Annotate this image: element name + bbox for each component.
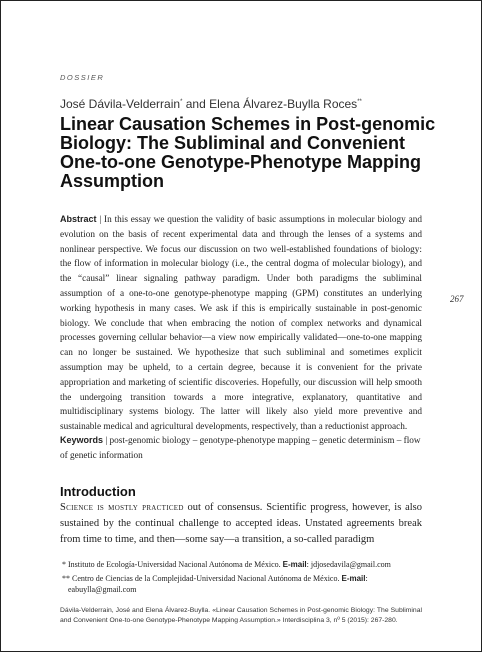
article-title: Linear Causation Schemes in Post-genomic Biology: The Subliminal and Convenient One-to-one Genotype-Phenotype Mapping Assumption <box>60 114 436 191</box>
keywords-text: post-genomic biology – genotype-phenotype mapping – genetic determinism – flow of genetic information <box>60 436 421 461</box>
footnote <box>60 559 422 570</box>
email-label: E-mail <box>341 574 366 583</box>
abstract-text: In this essay we question the validity of basic assumptions in molecular biology and evolution on the basis of recent experimental data and through the lenses of a systems and nonlinear perspective. We focus our discussion on two well-established foundations of biology: the flow of information in molecular biology (i.e., the central dogma of molecular biology), and the “causal” linear signaling pathway paradigm. Under both paradigms the subliminal assumption of a one-to-one genotype-phenotype mapping (GPM) constitutes an underlying working hypothesis in many cases. We ask if this is empirically sustainable in post-genomic biology. We conclude that when embracing the notion of complex networks and dynamical processes governing cellular behavior—a view now empirically validated—one-to-one mapping can no longer be sustained. We hypothesize that such subliminal and sometimes explicit assumption may be upheld, to a certain degree, because it is convenient for the private appropriation and marketing of scientific discoveries. Hopefully, our discussion will help smooth the undergoing transition towards a more integrative, explanatory, quantitative and multidisciplinary systems biology. The latter will likely also yield more preventive and sustainable medical and agricultural developments, respectively, than a reductionist approach. <box>60 215 422 433</box>
citation-line: Dávila-Velderrain, José and Elena Álvarez-Buylla. «Linear Causation Schemes in Post-genomic Biology: The Subliminal and Convenient One-to-one Genotype-Phenotype Mapping Assumption.» Interdisciplina 3, nº 5 (2015): 267-280. <box>60 607 422 624</box>
abstract-separator: | <box>96 215 105 225</box>
footnote-text: Instituto de Ecología-Universidad Nacional Autónoma de México. <box>66 560 283 569</box>
footnote-mark: ** <box>62 574 70 583</box>
keywords-separator: | <box>103 436 110 446</box>
keywords-label: Keywords <box>60 435 104 445</box>
abstract <box>60 212 422 435</box>
intro-lead-smallcaps: Science is mostly practiced <box>60 502 184 513</box>
footnotes <box>60 559 422 598</box>
section-heading: Introduction <box>60 484 136 499</box>
footnote-mark: ** <box>357 99 362 105</box>
author-name: Elena Álvarez-Buylla Roces <box>209 97 358 111</box>
page-number: 267 <box>450 294 464 304</box>
footnote-mark: * <box>62 560 66 569</box>
author-name: José Dávila-Velderrain <box>60 97 181 111</box>
author-connector: and <box>182 97 210 111</box>
author-line <box>60 97 362 111</box>
abstract-label: Abstract <box>60 214 97 224</box>
footnote-text: Centro de Ciencias de la Complejidad-Universidad Nacional Autónoma de México. <box>70 574 342 583</box>
intro-text: out of consensus. Scientific progress, however, is also sustained by the continual challenge to accepted ideas. Unstated agreements break from time to time, and then—some say—a transition, a so-called paradigm <box>60 502 422 545</box>
email-label: E-mail <box>282 560 307 569</box>
section-label: DOSSIER <box>60 73 105 82</box>
keywords <box>60 433 422 464</box>
footnote-email: : jdjosedavila@gmail.com <box>306 560 391 569</box>
footnote-mark: * <box>180 99 183 105</box>
footnote <box>60 573 422 595</box>
footnote-email: : eabuylla@gmail.com <box>68 574 368 594</box>
intro-paragraph <box>60 500 422 548</box>
